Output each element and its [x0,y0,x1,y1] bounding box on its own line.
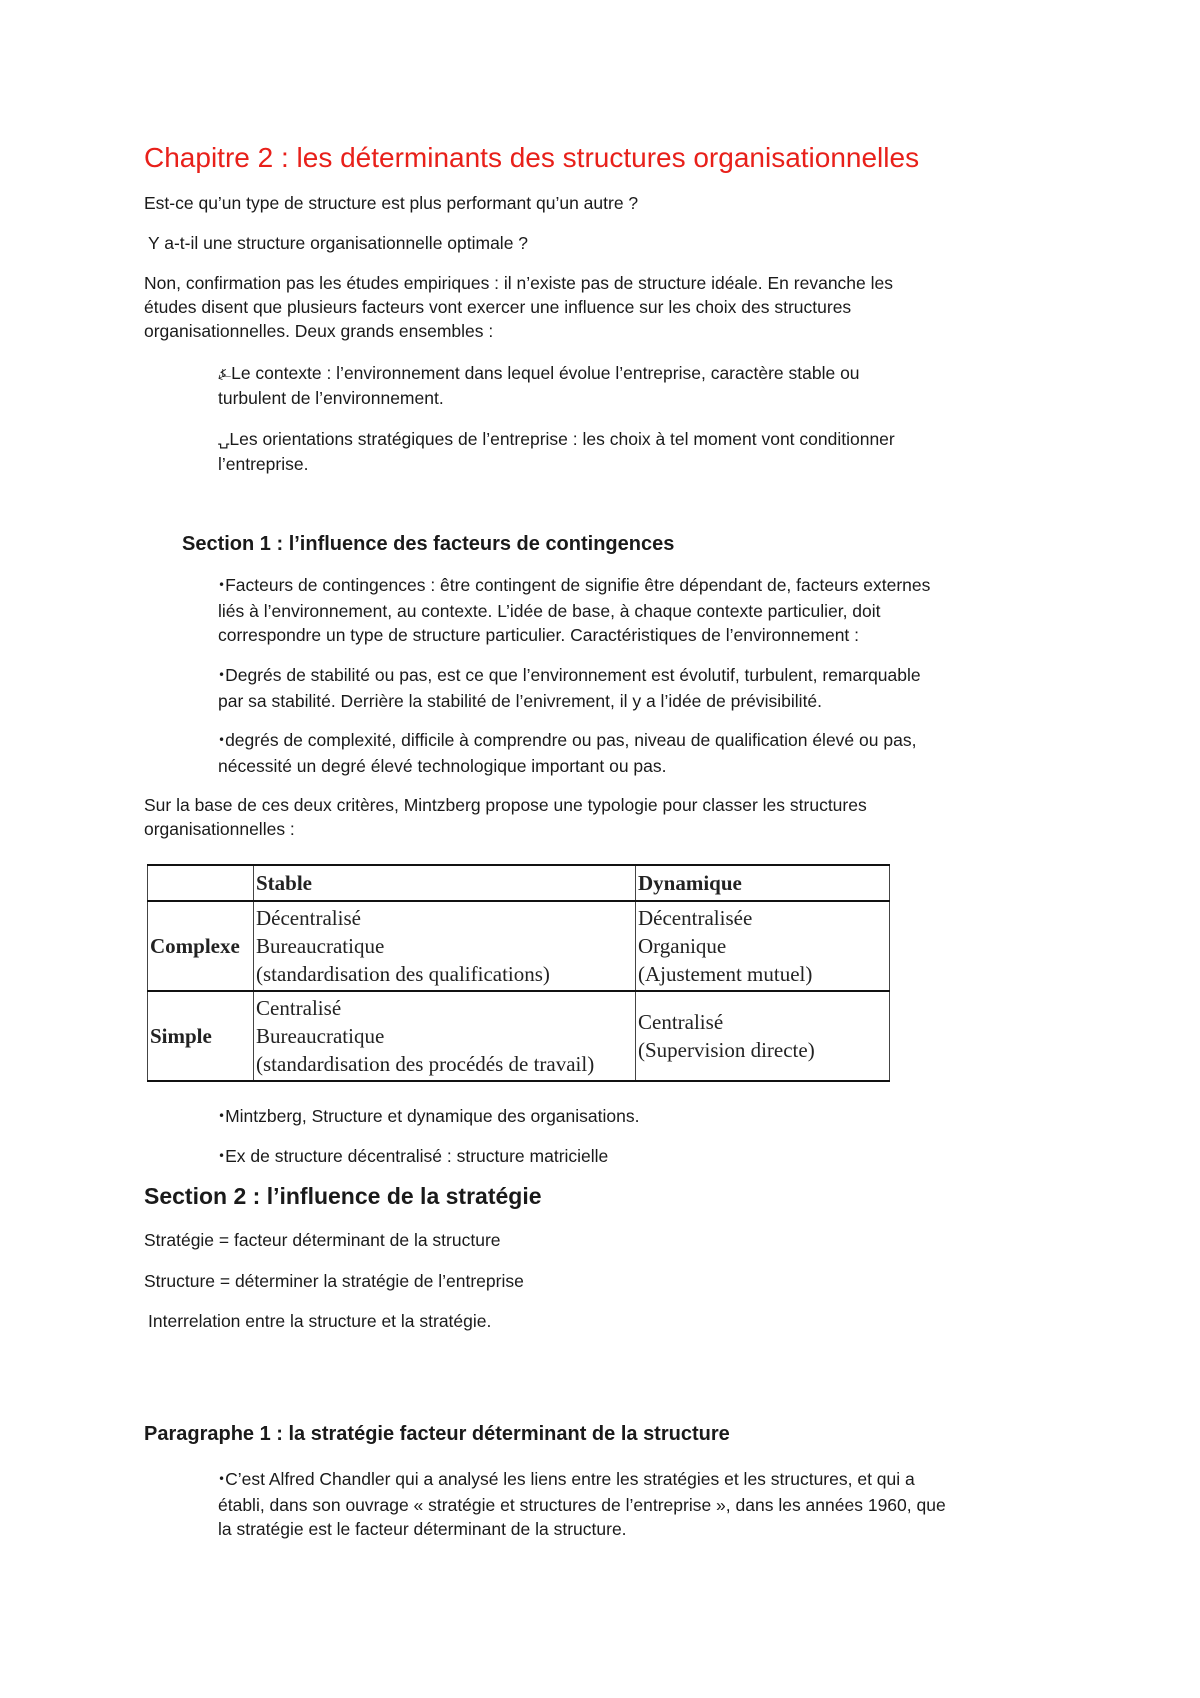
section-2-line-1: Stratégie = facteur déterminant de la structure [144,1230,501,1250]
table-row-simple [148,991,890,1081]
text-line: Sur la base de ces deux critères, Mintzberg propose une typologie pour classer les structures [144,795,867,815]
chapter-title: Chapitre 2 : les déterminants des structures organisationnelles [144,142,920,173]
section-2-line-2: Structure = déterminer la stratégie de l’entreprise [144,1271,524,1291]
bullet-icon: • [218,1109,226,1123]
cell-line: Décentralisé [256,906,361,930]
cell-line: Décentralisée [638,906,753,930]
intro-question-2: Y a-t-il une structure organisationnelle optimale ? [148,233,529,253]
text-line: Ex de structure décentralisé : structure matricielle [225,1146,609,1166]
list-marker-glyph: ⍼ [218,365,232,383]
table-cell-complexe-stable [254,901,636,991]
text-line: correspondre un type de structure particulier. Caractéristiques de l’environnement : [218,625,860,645]
text-line: l’entreprise. [218,454,309,474]
table-header-row [148,865,890,901]
text-line: établi, dans son ouvrage « stratégie et structures de l’entreprise », dans les années 1960, que [218,1495,946,1515]
text-line: C’est Alfred Chandler qui a analysé les liens entre les stratégies et les structures, et qui a [225,1469,915,1489]
cell-line: Centralisé [638,1010,724,1034]
bullet-icon: • [218,668,226,682]
table-row-complexe [148,901,890,991]
text-line: organisationnelles : [144,819,295,839]
intro-question-1: Est-ce qu’un type de structure est plus performant qu’un autre ? [144,193,639,213]
text-line: par sa stabilité. Derrière la stabilité de l’enivrement, il y a l’idée de prévisibilité. [218,691,823,711]
text-line: Le contexte : l’environnement dans lequel évolue l’entreprise, caractère stable ou [231,363,860,383]
table-cell-simple-dynamique [636,991,890,1081]
section-1-bullet-2 [218,663,921,713]
intro-item-strategy [218,427,895,476]
cell-line: (Supervision directe) [638,1038,815,1062]
table-cell-complexe-dynamique [636,901,890,991]
bullet-icon: • [218,578,226,592]
section-1-note-2 [218,1144,608,1170]
bullet-icon: • [218,733,226,747]
table-row-label: Simple [148,991,254,1081]
table-cell-simple-stable [254,991,636,1081]
list-marker-glyph: ⍽ [218,431,230,449]
section-1-bullet-1 [218,573,930,647]
table-header-cell-empty [148,865,254,901]
table-header-cell-stable: Stable [254,865,636,901]
text-line: turbulent de l’environnement. [218,388,444,408]
table-header-cell-dynamique: Dynamique [636,865,890,901]
cell-line: Bureaucratique [256,1024,385,1048]
mintzberg-typology-table [147,864,890,1082]
text-line: liés à l’environnement, au contexte. L’idée de base, à chaque contexte particulier, doit [218,601,881,621]
text-line: Les orientations stratégiques de l’entreprise : les choix à tel moment vont conditionner [229,429,895,449]
paragraph-1-bullet [218,1467,946,1541]
mintzberg-intro [144,793,867,841]
paragraph-1-heading: Paragraphe 1 : la stratégie facteur déterminant de la structure [144,1423,730,1445]
cell-line: Bureaucratique [256,934,385,958]
section-2-line-3: Interrelation entre la structure et la stratégie. [148,1311,492,1331]
cell-line: (Ajustement mutuel) [638,962,813,986]
intro-answer [144,271,893,343]
text-line: Degrés de stabilité ou pas, est ce que l’environnement est évolutif, turbulent, remarquable [225,665,921,685]
text-line: la stratégie est le facteur déterminant de la structure. [218,1519,627,1539]
cell-line: Organique [638,934,727,958]
cell-line: (standardisation des procédés de travail) [256,1052,595,1076]
section-1-note-1 [218,1104,639,1130]
intro-item-context [218,361,860,410]
text-line: organisationnelles. Deux grands ensembles : [144,321,494,341]
section-2-heading: Section 2 : l’influence de la stratégie [144,1183,542,1209]
text-line: nécessité un degré élevé technologique important ou pas. [218,756,667,776]
section-1-heading: Section 1 : l’influence des facteurs de contingences [182,533,675,555]
text-line: degrés de complexité, difficile à comprendre ou pas, niveau de qualification élevé ou pas, [225,730,917,750]
section-1-bullet-3 [218,728,916,778]
text-line: Facteurs de contingences : être contingent de signifie être dépendant de, facteurs externes [225,575,931,595]
cell-line: (standardisation des qualifications) [256,962,550,986]
table-row-label: Complexe [148,901,254,991]
bullet-icon: • [218,1149,226,1163]
text-line: Mintzberg, Structure et dynamique des organisations. [225,1106,640,1126]
cell-line: Centralisé [256,996,342,1020]
text-line: études disent que plusieurs facteurs vont exercer une influence sur les choix des structures [144,297,852,317]
bullet-icon: • [218,1472,226,1486]
text-line: Non, confirmation pas les études empiriques : il n’existe pas de structure idéale. En revanche les [144,273,894,293]
